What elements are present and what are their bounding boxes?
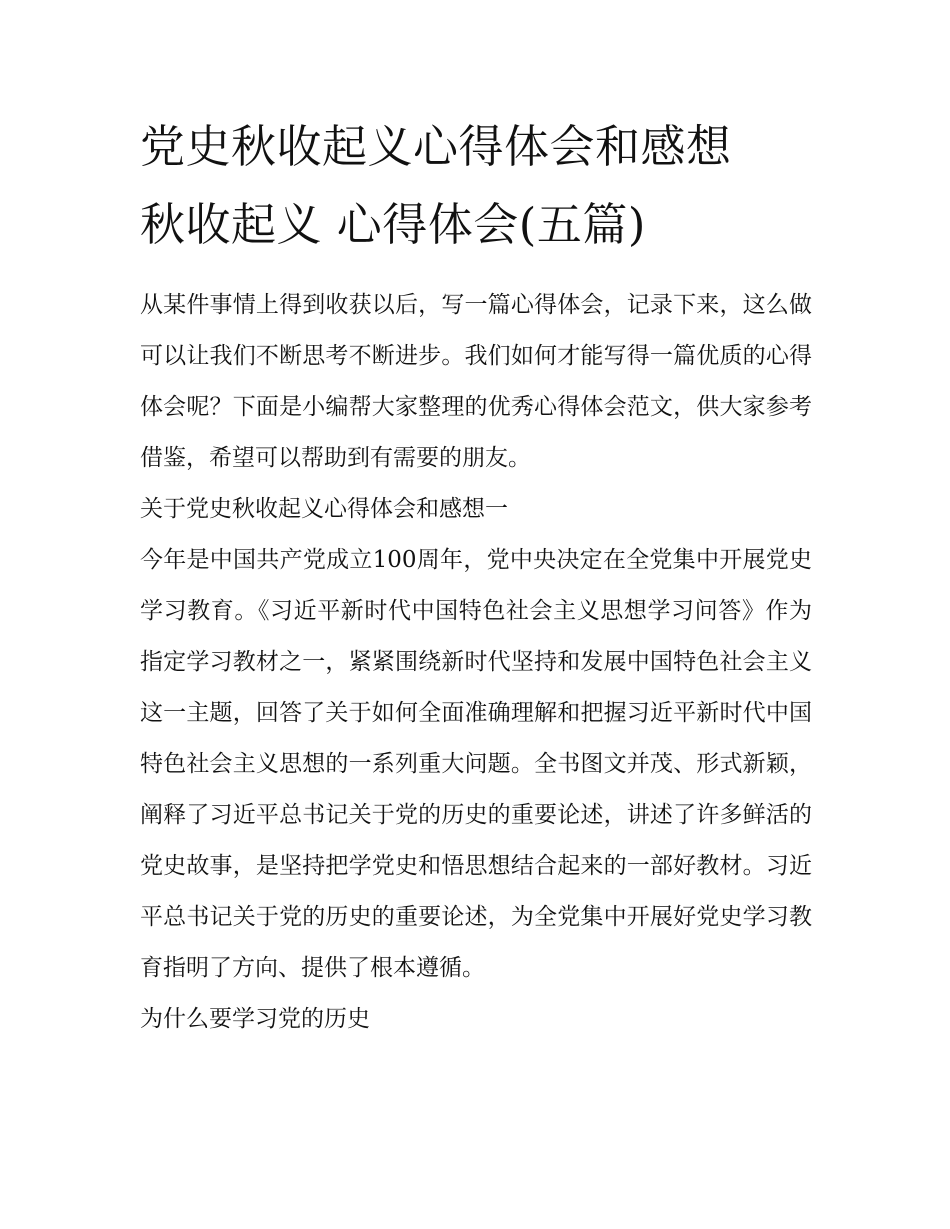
title-line-1: 党史秋收起义心得体会和感想 xyxy=(140,120,732,173)
subheading: 为什么要学习党的历史 xyxy=(140,1006,370,1032)
body-paragraph: 今年是中国共产党成立100周年，党中央决定在全党集中开展党史学习教育。《习近平新时代中国特色社会主义思想学习问答》作为指定学习教材之一，紧紧围绕新时代坚持和发展中国特色社会主义这一主题，回答了关于如何全面准确理解和把握习近平新时代中国特色社会主义思想的一系列重大问题。全书图文并茂、形式新颖，阐释了习近平总书记关于党的历史的重要论述，讲述了许多鲜活的党史故事，是坚持把学党史和悟思想结合起来的一部好教材。习近平总书记关于党的历史的重要论述，为全党集中开展好党史学习教育指明了方向、提供了根本遵循。 xyxy=(140,547,812,981)
document-content xyxy=(140,108,812,1045)
section-heading: 关于党史秋收起义心得体会和感想一 xyxy=(140,496,508,522)
title-line-2: 秋收起义 心得体会(五篇) xyxy=(140,198,646,251)
document-title xyxy=(140,108,812,264)
intro-paragraph: 从某件事情上得到收获以后，写一篇心得体会，记录下来，这么做可以让我们不断思考不断进步。我们如何才能写得一篇优质的心得体会呢？下面是小编帮大家整理的优秀心得体会范文，供大家参考借鉴，希望可以帮助到有需要的朋友。 xyxy=(140,292,812,471)
